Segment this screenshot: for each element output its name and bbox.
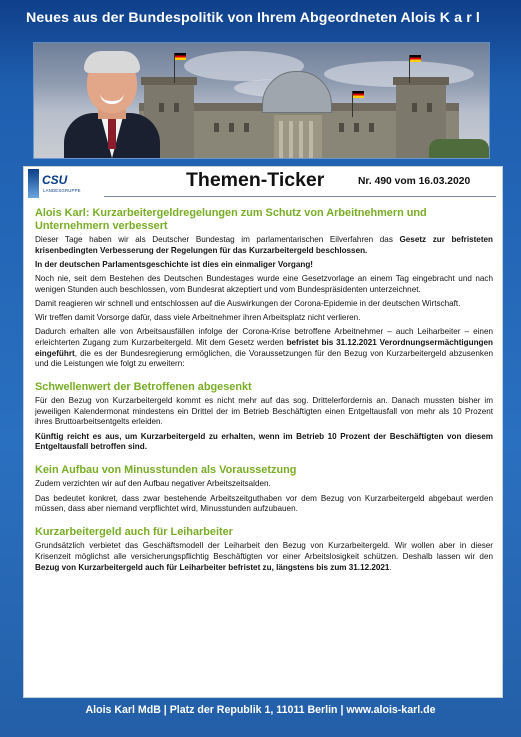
pillar — [299, 121, 303, 158]
window — [369, 123, 374, 132]
ticker-title: Themen-Ticker — [186, 169, 325, 191]
csu-logo-stripe-icon — [28, 169, 39, 198]
issue-number-date: Nr. 490 vom 16.03.2020 — [358, 176, 471, 187]
german-flag-icon — [353, 91, 364, 98]
window — [427, 103, 432, 112]
trees — [429, 139, 489, 159]
paragraph: Wir treffen damit Vorsorge dafür, dass viele Arbeitnehmer ihren Arbeitsplatz nicht verlieren. — [35, 313, 361, 323]
header-photo-banner — [33, 42, 490, 159]
german-flag-icon — [410, 55, 421, 62]
window — [412, 103, 417, 112]
german-flag-icon — [175, 53, 186, 60]
pillar — [279, 121, 283, 158]
window — [244, 123, 249, 132]
section-heading: Kein Aufbau von Minusstunden als Voraussetzung — [35, 463, 297, 476]
paragraph — [35, 260, 493, 271]
article-content — [35, 207, 493, 577]
paragraph-bold-text: Künftig reicht es aus, um Kurzarbeitergeld zu erhalten, wenn im Betrieb 10 Prozent der Beschäftigten von diesem Entgeltausfall betroffen sind. — [35, 431, 493, 452]
paragraph-text: Dadurch erhalten alle von Arbeitsausfällen infolge der Corona-Krise betroffene Arbeitnehmer – auch Leiharbeiter – einen erleichterten Zugang zum Kurzarbeitergeld. Mit dem Gesetz werden — [35, 327, 493, 347]
paragraph-bold-text: In der deutschen Parlamentsgeschichte ist dies ein einmaliger Vorgang! — [35, 259, 313, 269]
paragraph-bold-text: Bezug von Kurzarbeitergeld auch für Leiharbeiter befristet zu, längstens bis zum 31.12.2021 — [35, 562, 390, 572]
portrait-tie — [108, 119, 116, 149]
paragraph-text: , die es der Bundesregierung ermöglichen, die Voraussetzungen für den Bezug von Kurzarbeitergeld abzusenken und die Leistungen wie folgt zu erweitern: — [35, 348, 493, 369]
paragraph — [35, 432, 493, 453]
pillar — [309, 121, 313, 158]
portrait-photo — [56, 43, 166, 158]
paragraph-text: . — [389, 562, 392, 572]
paragraph — [35, 327, 493, 369]
window — [354, 123, 359, 132]
csu-logo-subtitle: LANDESGRUPPE — [43, 188, 81, 193]
csu-logo — [28, 169, 84, 198]
paragraph-text: Grundsätzlich verbietet das Geschäftsmodell der Leiharbeit den Bezug von Kurzarbeitergeld. Wir wollen aber in dieser Krisenzeit möglichst alle versicherungspflichtig Beschäftigten vor einer Arbeitslosigkeit schützen. Deshalb lassen wir den — [35, 541, 493, 561]
csu-logo-text: CSU — [42, 173, 68, 187]
paragraph-text: Dieser Tage haben wir als Deutscher Bundestag im parlamentarischen Eilverfahren das — [35, 235, 400, 245]
footer-contact: Alois Karl MdB | Platz der Republik 1, 11011 Berlin | www.alois-karl.de — [85, 704, 436, 716]
section-heading: Kurzarbeitergeld auch für Leiharbeiter — [35, 525, 233, 538]
pillar — [289, 121, 293, 158]
section-heading: Schwellenwert der Betroffenen abgesenkt — [35, 380, 252, 393]
portrait-hair — [84, 51, 140, 73]
paragraph: Damit reagieren wir schnell und entschlossen auf die Auswirkungen der Corona-Epidemie in der deutschen Wirtschaft. — [35, 298, 461, 308]
window — [229, 123, 234, 132]
ticker-card — [23, 166, 503, 698]
paragraph-bold-text: befristet bis 31.12.2021 Verordnungsermächtigungen eingeführt — [35, 337, 493, 358]
section-heading: Alois Karl: Kurzarbeitergeldregelungen zum Schutz von Arbeitnehmern und Unternehmern verbessert — [35, 207, 427, 232]
window — [174, 103, 179, 112]
paragraph — [35, 235, 493, 256]
paragraph: Zudem verzichten wir auf den Aufbau negativer Arbeitszeitsalden. — [35, 479, 271, 489]
tower-top — [393, 77, 449, 85]
paragraph: Das bedeutet konkret, dass zwar bestehende Arbeitszeitguthaben vor dem Bezug von Kurzarbeitergeld abgebaut werden müssen, dass aber niemand verpflichtet wird, Minusstunden aufzubauen. — [35, 493, 493, 514]
title-divider — [104, 196, 496, 197]
paragraph: Für den Bezug von Kurzarbeitergeld kommt es nicht mehr auf das sog. Drittelerfordernis an. Danach mussten bisher im jeweiligen Kalendermonat mindestens ein Drittel der im Betrieb Beschäftigten einen Entgeltausfall von mehr als 10 Prozent ihres Bruttoarbeitsentgelts erleiden. — [35, 396, 493, 427]
paragraph-bold-text: Gesetz zur befristeten krisenbedingten Verbesserung der Regelungen für das Kurzarbeitergeld beschlossen. — [35, 235, 494, 255]
newsletter-header-title: Neues aus der Bundespolitik von Ihrem Abgeordneten Alois K a r l — [26, 10, 480, 26]
window — [339, 123, 344, 132]
window — [214, 123, 219, 132]
paragraph: Noch nie, seit dem Bestehen des Deutschen Bundestages wurde eine Gesetzvorlage an einem Tag eingebracht und nach wenigen Stunden auch beschlossen, vom Bundesrat akzeptiert und vom Bundespräsidenten unterzeichnet. — [35, 274, 493, 294]
paragraph — [35, 541, 493, 573]
